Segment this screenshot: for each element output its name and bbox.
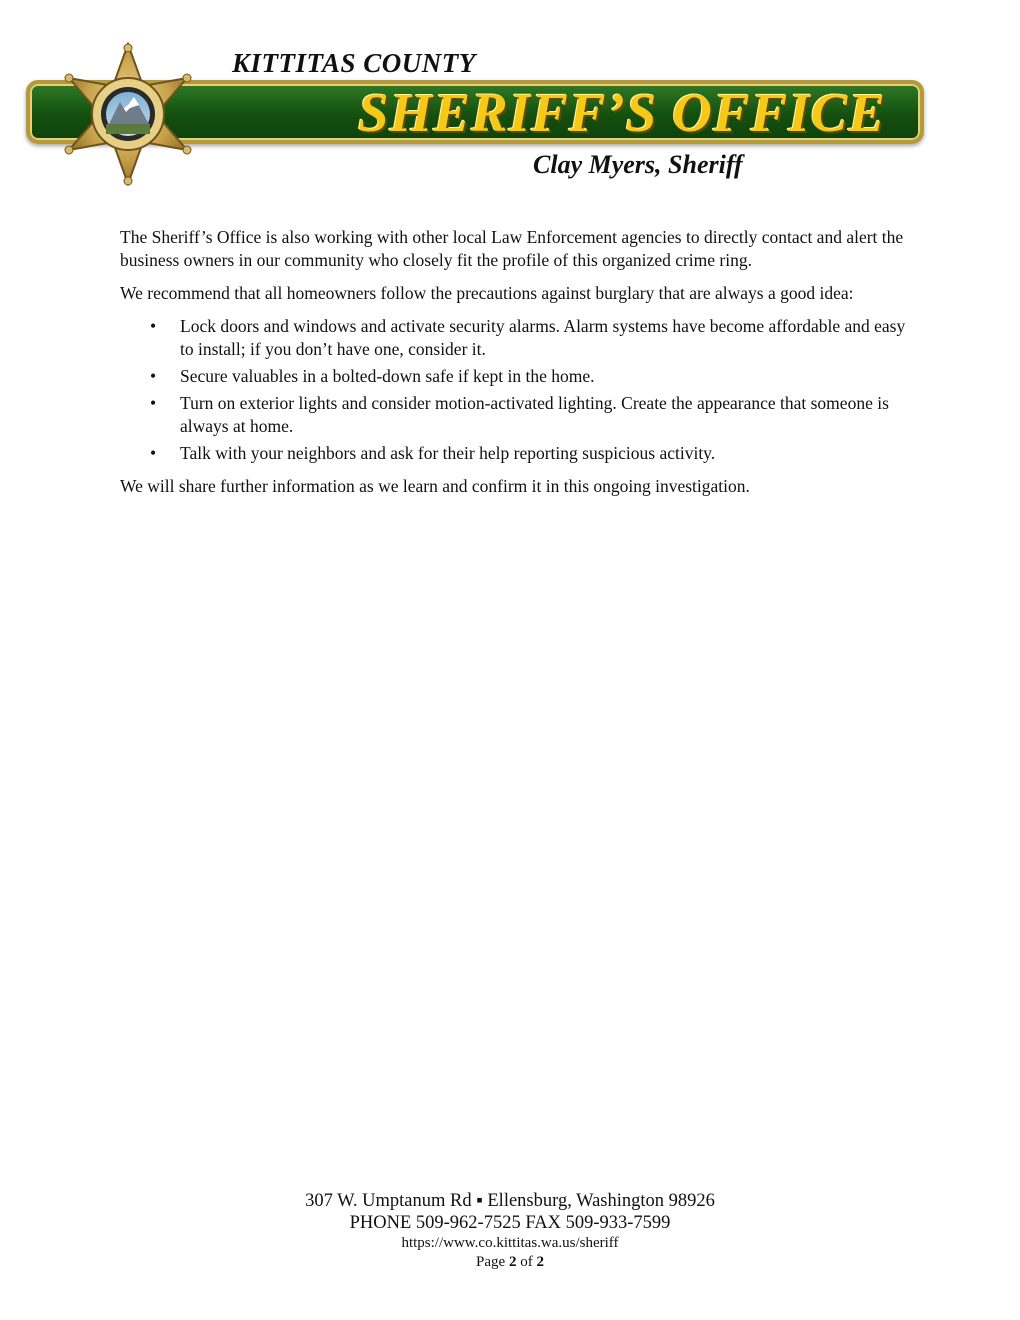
list-item-text: Turn on exterior lights and consider motion-activated lighting. Create the appearance that someone is always at home. <box>180 393 889 436</box>
page-label: Page <box>476 1254 506 1270</box>
footer-phone: PHONE 509-962-7525 FAX 509-933-7599 <box>349 1213 671 1233</box>
bullet-icon: • <box>150 366 157 386</box>
county-name: KITTITAS COUNTY <box>232 48 476 78</box>
page-of: of <box>520 1254 533 1270</box>
footer-website-link[interactable]: https://www.co.kittitas.wa.us/sheriff <box>401 1235 619 1251</box>
letterhead <box>0 0 1020 200</box>
list-item <box>150 442 910 465</box>
footer-address: 307 W. Umptanum Rd ▪ Ellensburg, Washington 98926 <box>305 1191 715 1211</box>
paragraph-closing: We will share further information as we learn and confirm it in this ongoing investigation. <box>120 476 750 496</box>
footer <box>0 1190 1020 1272</box>
paragraph-agencies: The Sheriff’s Office is also working with other local Law Enforcement agencies to directly contact and alert the business owners in our community who closely fit the profile of this organized crime ring. <box>120 227 904 270</box>
page-total: 2 <box>536 1254 544 1270</box>
sheriff-name: Clay Myers, Sheriff <box>533 150 743 179</box>
precautions-list <box>120 315 910 465</box>
sheriff-badge-logo <box>56 42 200 186</box>
list-item <box>150 315 910 361</box>
page-current: 2 <box>508 1254 517 1270</box>
bullet-icon: • <box>150 443 157 463</box>
bullet-icon: • <box>150 316 157 336</box>
list-item <box>150 392 910 438</box>
list-item-text: Lock doors and windows and activate security alarms. Alarm systems have become affordable and easy to install; if you don’t have one, consider it. <box>180 316 906 359</box>
paragraph-recommendation: We recommend that all homeowners follow the precautions against burglary that are always a good idea: <box>120 283 854 303</box>
letter-body <box>120 226 910 508</box>
page-number <box>0 1253 1020 1272</box>
bullet-icon: • <box>150 393 157 413</box>
list-item-text: Talk with your neighbors and ask for their help reporting suspicious activity. <box>180 443 716 463</box>
list-item-text: Secure valuables in a bolted-down safe if kept in the home. <box>180 366 595 386</box>
office-title: SHERIFF’S OFFICE <box>357 82 886 143</box>
list-item <box>150 365 910 388</box>
